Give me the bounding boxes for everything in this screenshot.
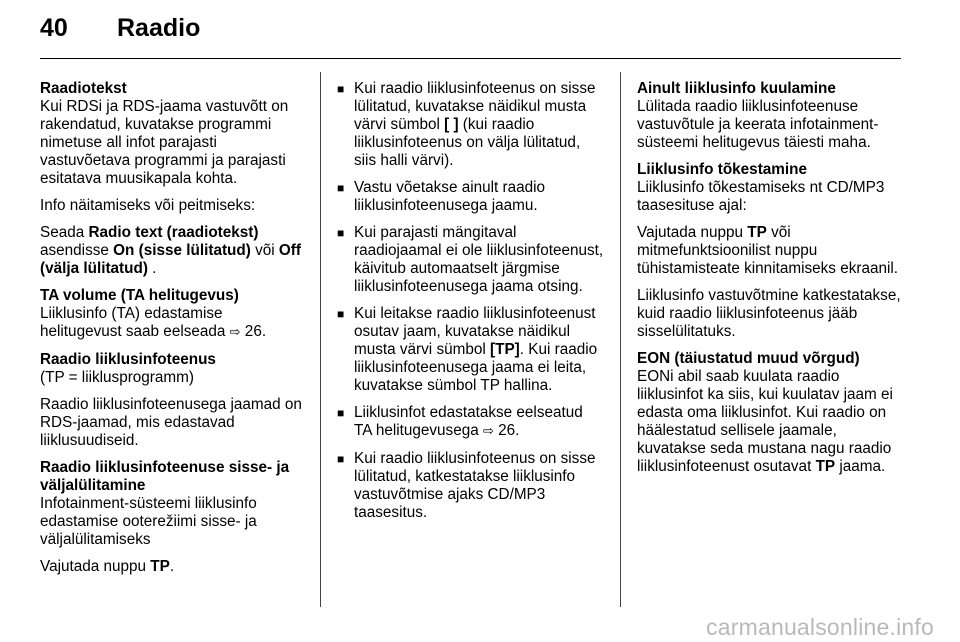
heading-kuulamine: Ainult liiklusinfo kuulamine bbox=[637, 80, 836, 97]
page-reference: 26. bbox=[493, 422, 520, 439]
paragraph: Raadio liiklusinfoteenusega jaamad on RDS-jaamad, mis edastavad liiklusuudiseid. bbox=[40, 396, 302, 449]
section-liiklusinfoteenus bbox=[40, 351, 306, 450]
list-item: ■ Vastu võetakse ainult raadio liiklusinfoteenusega jaamu. bbox=[336, 179, 604, 215]
paragraph bbox=[40, 558, 306, 576]
text: Liiklusinfo (TA) edastamise helitugevust saab eelseada bbox=[40, 305, 230, 340]
button-label-tp: TP bbox=[150, 558, 170, 575]
list-item bbox=[336, 404, 604, 441]
text: . bbox=[147, 260, 157, 277]
paragraph: Liiklusinfo tõkestamiseks nt CD/MP3 taasesituse ajal: bbox=[637, 179, 885, 214]
paragraph: Info näitamiseks või peitmiseks: bbox=[40, 197, 256, 214]
button-label-tp: TP bbox=[747, 224, 767, 241]
text: . Kui raadio liiklusinfoteenusega jaama ei leita, kuvatakse sümbol TP hallina. bbox=[354, 341, 598, 394]
paragraph: Liiklusinfo vastuvõtmine katkestatakse, kuid raadio liiklusinfoteenus jääb sisselülitatuks. bbox=[637, 287, 901, 340]
text: Liiklusinfot edastatakse eelseatud TA helitugevusega bbox=[354, 404, 583, 439]
menu-option-radio-text: Radio text (raadiotekst) bbox=[88, 224, 259, 241]
page-number: 40 bbox=[40, 14, 68, 42]
column-divider-1 bbox=[320, 72, 321, 607]
watermark: carmanualsonline.info bbox=[706, 614, 934, 640]
text: Seada bbox=[40, 224, 89, 241]
paragraph bbox=[637, 224, 905, 278]
text: Vajutada nuppu bbox=[637, 224, 748, 241]
symbol-tp: TP bbox=[815, 458, 836, 475]
section-eon bbox=[637, 350, 905, 476]
text: või bbox=[250, 242, 279, 259]
page-title: Raadio bbox=[117, 14, 201, 42]
list-item: ■ Kui raadio liiklusinfoteenus on sisse lülitatud, katkestatakse liiklusinfo vastuvõtmise ajaks CD/MP3 taasesitus. bbox=[336, 450, 604, 522]
menu-option-off: Off (välja lülitatud) bbox=[40, 242, 301, 277]
text: Vajutada nuppu bbox=[40, 558, 151, 575]
heading-raadiotekst: Raadiotekst bbox=[40, 80, 127, 97]
page-reference: 26. bbox=[240, 323, 267, 340]
text: asendisse bbox=[40, 242, 114, 259]
paragraph bbox=[637, 368, 905, 476]
list-item: ■ Kui parajasti mängitaval raadiojaamal ei ole liiklusinfoteenust, käivitub automaatselt järgmise liiklusinfoteenusega jaama otsing. bbox=[336, 224, 604, 296]
heading-eon: EON (täiustatud muud võrgud) bbox=[637, 350, 860, 367]
list-item bbox=[336, 80, 604, 170]
paragraph bbox=[40, 224, 306, 278]
symbol-tp: [TP] bbox=[490, 341, 520, 358]
section-tokestamine bbox=[637, 161, 905, 341]
heading-liiklusinfoteenus: Raadio liiklusinfoteenus bbox=[40, 351, 216, 368]
paragraph bbox=[40, 305, 306, 342]
text: (kui raadio liiklusinfoteenus on välja lülitatud, siis halli värvi). bbox=[354, 116, 581, 169]
paragraph: Infotainment-süsteemi liiklusinfo edastamise ooterežiimi sisse- ja väljalülitamiseks bbox=[40, 495, 257, 548]
bullet-list bbox=[336, 80, 604, 522]
text: Kui leitakse raadio liiklusinfoteenust osutav jaam, kuvatakse näidikul musta värvi sümbol bbox=[354, 305, 596, 358]
header-rule bbox=[40, 58, 901, 59]
text: või mitmefunktsioonilist nuppu tühistamisteate kinnitamiseks ekraanil. bbox=[637, 224, 899, 277]
section-kuulamine bbox=[637, 80, 905, 152]
heading-tokestamine: Liiklusinfo tõkestamine bbox=[637, 161, 807, 178]
text: Kui raadio liiklusinfoteenus on sisse lülitatud, kuvatakse näidikul musta värvi sümbol bbox=[354, 80, 596, 133]
text: . bbox=[169, 558, 175, 575]
arrow-icon: ⇨ bbox=[482, 424, 494, 439]
paragraph: Kui RDSi ja RDS-jaama vastuvõtt on rakendatud, kuvatakse programmi nimetuse all infot parajasti vastuvõetava programmi ja parajasti esitatava muusikapala kohta. bbox=[40, 98, 289, 187]
heading-ta-volume: TA volume (TA helitugevus) bbox=[40, 287, 239, 304]
arrow-icon: ⇨ bbox=[229, 325, 241, 340]
text: EONi abil saab kuulata raadio liiklusinfot ka siis, kui kuulatav jaam ei edasta oma liiklusinfot. Kui raadio on häälestatud sellisele jaamale, kuvatakse seda mustana nagu raadio liiklusinfoteenust osutavat bbox=[637, 368, 893, 475]
column-divider-2 bbox=[620, 72, 621, 607]
symbol-bracket: [ ] bbox=[444, 116, 459, 133]
section-raadiotekst bbox=[40, 80, 306, 278]
column-3 bbox=[637, 80, 905, 485]
menu-option-on: On (sisse lülitatud) bbox=[113, 242, 251, 259]
column-1 bbox=[40, 80, 306, 585]
section-ta-volume bbox=[40, 287, 306, 342]
page-header bbox=[0, 0, 960, 60]
section-sisse-valja bbox=[40, 459, 306, 576]
list-item bbox=[336, 305, 604, 395]
heading-sisse-valja: Raadio liiklusinfoteenuse sisse- ja väljalülitamine bbox=[40, 459, 290, 494]
paragraph: Lülitada raadio liiklusinfoteenuse vastuvõtule ja keerata infotainment-süsteemi helitugevus täiesti maha. bbox=[637, 98, 879, 151]
text: jaama. bbox=[835, 458, 886, 475]
paragraph: (TP = liiklusprogramm) bbox=[40, 369, 194, 386]
column-2 bbox=[336, 80, 604, 531]
